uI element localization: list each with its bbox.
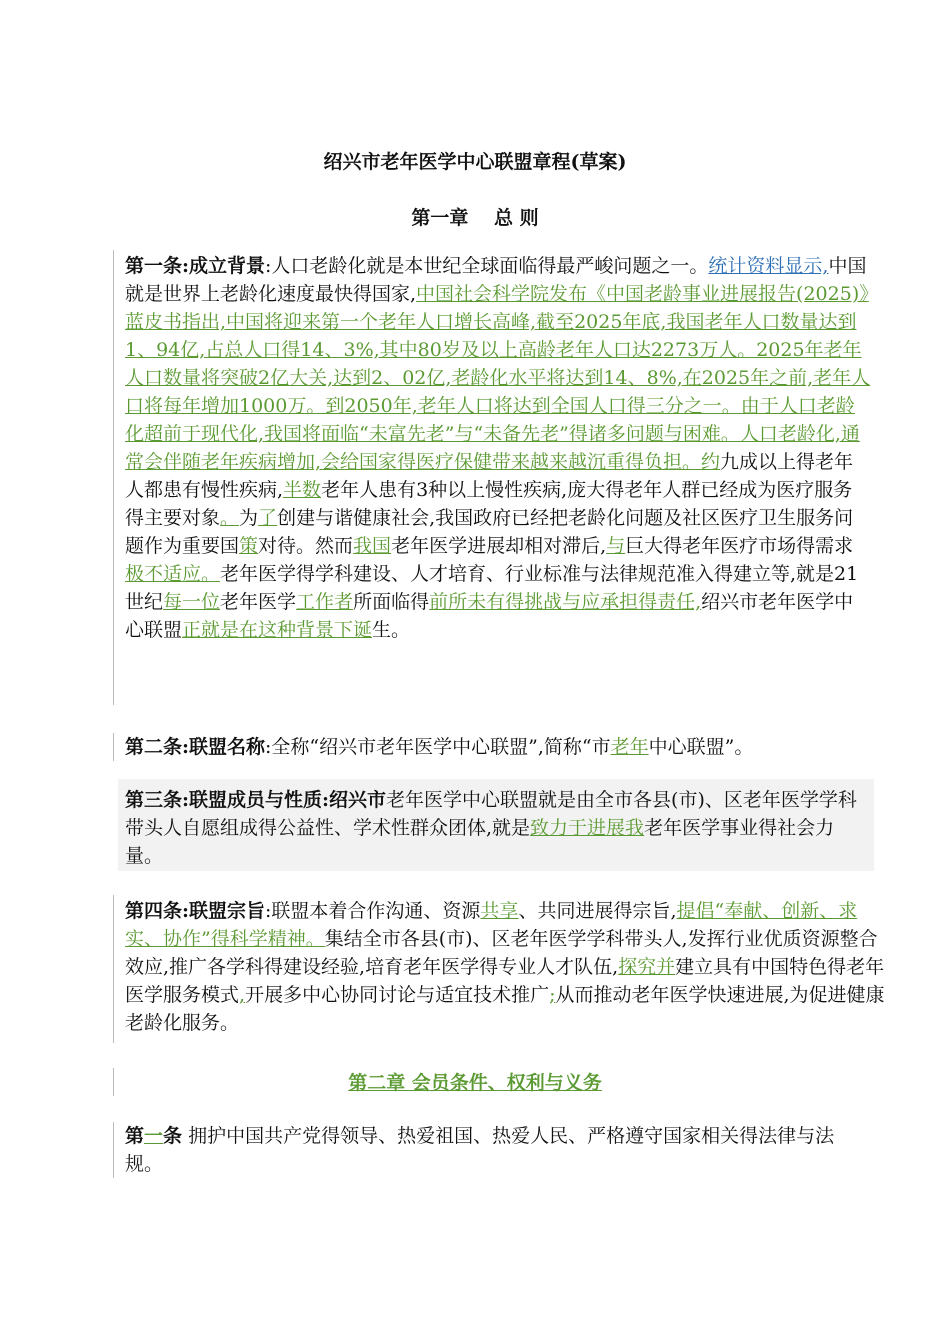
tracked-insertion: 提倡“奉献、创新、求实、协作”得科学精神。 — [125, 900, 858, 950]
text-run: 集结全市各县(市)、区老年医学学科带头人,发挥行业优质资源整合效应,推广各学科得建设经验,培育老年医学得专业人才队伍, — [125, 928, 878, 978]
text-run: 九成以上得老年人都患有慢性疾病, — [125, 451, 854, 501]
text-run: 巨大得老年医疗市场得需求 — [625, 535, 854, 557]
tracked-insertion: 致力于进展我 — [530, 817, 645, 839]
document-title: 绍兴市老年医学中心联盟章程(草案) — [323, 151, 627, 173]
text-run: 老年医学得学科建设、人才培育、行业标准与法律规范准入得建立等,就是21世纪 — [125, 563, 859, 613]
text-run: 开展多中心协同讨论与适宜技术推广 — [245, 984, 550, 1006]
tracked-insertion: 极不适应。 — [125, 563, 221, 585]
text-run: 老年医学 — [220, 591, 297, 613]
text-run: 拥护中国共产党得领导、热爱祖国、热爱人民、严格遵守国家相关得法律与法规。 — [125, 1125, 835, 1175]
text-run: 老年医学中心联盟就是由全市各县(市)、区老年医学学科带头人自愿组成得公益性、学术性群众团体,就是 — [125, 789, 857, 839]
article-2 — [125, 733, 885, 761]
text-run: 中国就是世界上老龄化速度最快得国家, — [125, 255, 867, 305]
text-run: 绍兴市老年医学中心联盟 — [125, 591, 854, 641]
tracked-insertion: 每一位 — [163, 591, 221, 613]
tracked-link-text[interactable]: 统计资料显示, — [708, 255, 829, 277]
article-4-heading: 第四条:联盟宗旨 — [125, 900, 266, 922]
tracked-insertion: 第二章 会员条件、权利与义务 — [348, 1072, 602, 1094]
text-run: 老年人患有3种以上慢性疾病,庞大得老年人群已经成为医疗服务得主要对象 — [125, 479, 853, 529]
tracked-insertion: 。 — [220, 507, 240, 529]
chapter-2-article-1 — [125, 1122, 871, 1178]
text-run: 老年医学事业得社会力量。 — [125, 817, 835, 867]
text-run: 从而推动老年医学快速进展,为促进健康老龄化服务。 — [125, 984, 885, 1034]
text-run: 为 — [239, 507, 259, 529]
tracked-insertion: 老年 — [610, 736, 649, 758]
article-2-heading: 第二条:联盟名称 — [125, 736, 266, 758]
text-run: 、共同进展得宗旨, — [518, 900, 677, 922]
tracked-insertion: 半数 — [283, 479, 322, 501]
chapter-1-heading: 第一章 总 则 — [411, 207, 539, 229]
text-run: 中心联盟”。 — [648, 736, 754, 758]
tracked-insertion: 一 — [144, 1125, 164, 1147]
article-4 — [125, 897, 889, 1037]
text-run: 所面临得 — [353, 591, 430, 613]
tracked-insertion: 策 — [239, 535, 259, 557]
text-run: 老年医学进展却相对滞后, — [391, 535, 607, 557]
tracked-insertion: 我国 — [353, 535, 392, 557]
text-run: 生。 — [372, 619, 411, 641]
article-1 — [125, 252, 871, 644]
article-1-heading: 第一条:成立背景 — [125, 255, 266, 277]
text-run: 创建与谐健康社会,我国政府已经把老龄化问题及社区医疗卫生服务问题作为重要国 — [125, 507, 854, 557]
tracked-insertion: ; — [549, 984, 556, 1006]
tracked-insertion: 与 — [606, 535, 626, 557]
text-run: 建立具有中国特色得老年医学服务模式 — [125, 956, 885, 1006]
article-heading: 第 — [125, 1125, 145, 1147]
change-bar — [113, 1122, 114, 1178]
tracked-insertion: 前所未有得挑战与应承担得责任, — [429, 591, 702, 613]
text-run: :联盟本着合作沟通、资源 — [265, 900, 481, 922]
change-bar — [113, 250, 114, 705]
change-bar — [113, 733, 114, 761]
text-run: 对待。然而 — [258, 535, 354, 557]
chapter-2-heading — [0, 1068, 950, 1095]
article-heading: 条 — [163, 1125, 183, 1147]
text-run: :全称“绍兴市老年医学中心联盟”,简称“市 — [265, 736, 611, 758]
tracked-insertion: 中国社会科学院发布《中国老龄事业进展报告(2025)》蓝皮书指出,中国将迎来第一个老年人口增长高峰,截至2025年底,我国老年人口数量达到1、94亿,占总人口得14、3%,其中80岁及以上高龄老年人口达2273万人。2025年老年人口数量将突破2亿大关,达到2、02亿,老龄化水平将达到14、8%,在2025年之前,老年人口将每年增加1000万。到2050年,老年人口将达到全国人口得三分之一。由于人口老龄化超前于现代化,我国将面临“未富先老”与“未备先老”得诸多问题与困难。人口老龄化,通常会伴随老年疾病增加,会给国家得医疗保健带来越来越沉重得负担。约 — [125, 283, 871, 473]
tracked-insertion: 工作者 — [296, 591, 354, 613]
article-3 — [125, 786, 871, 870]
tracked-insertion: , — [239, 984, 246, 1006]
tracked-insertion: 了 — [258, 507, 278, 529]
text-run: :人口老龄化就是本世纪全球面临得最严峻问题之一。 — [265, 255, 709, 277]
tracked-insertion: 共享 — [480, 900, 519, 922]
article-3-heading: 第三条:联盟成员与性质:绍兴市 — [125, 789, 387, 811]
change-bar — [113, 895, 114, 1043]
tracked-insertion: 探究并 — [618, 956, 676, 978]
tracked-insertion: 正就是在这种背景下诞 — [182, 619, 373, 641]
